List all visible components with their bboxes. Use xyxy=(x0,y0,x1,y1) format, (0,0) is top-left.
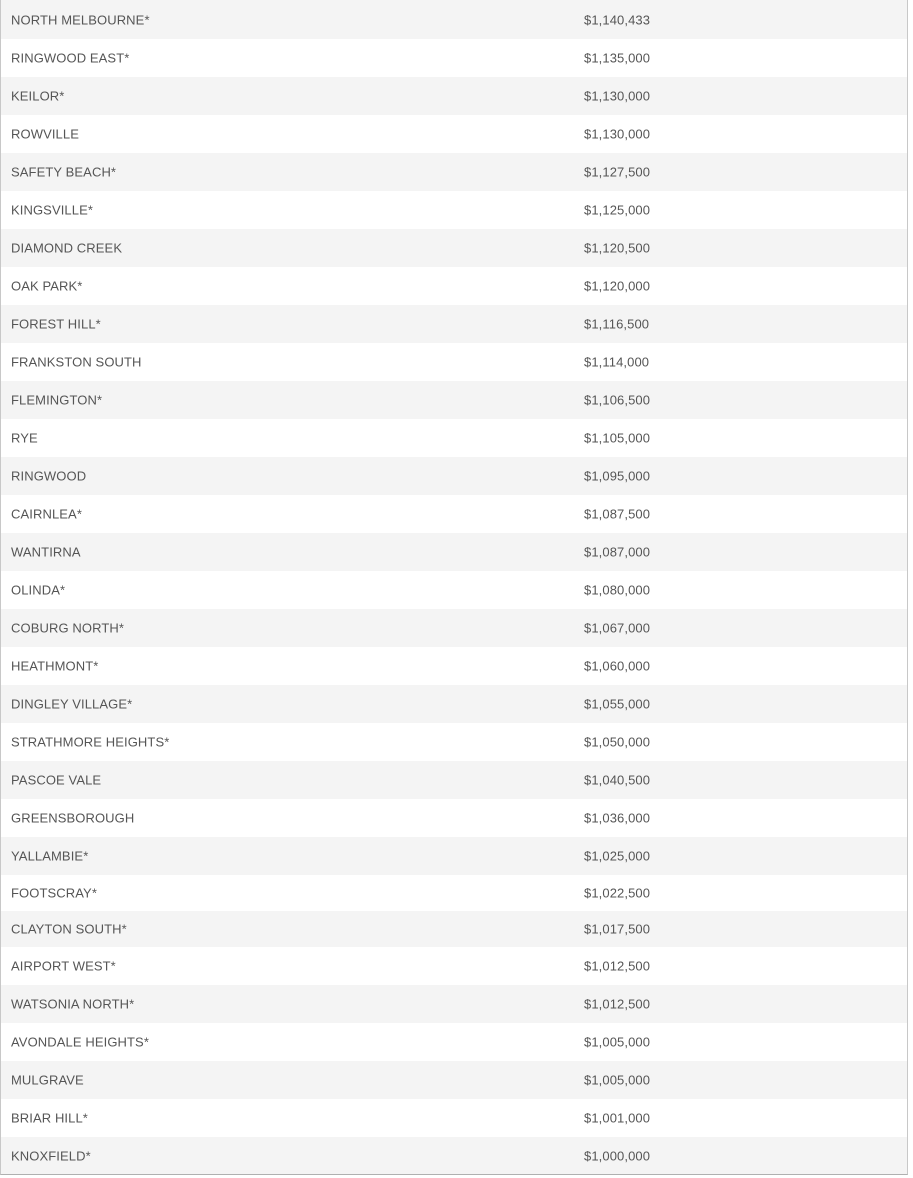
suburb-name: STRATHMORE HEIGHTS* xyxy=(11,734,170,750)
median-price: $1,116,500 xyxy=(584,316,650,332)
median-price: $1,040,500 xyxy=(584,772,651,788)
table-row xyxy=(1,837,907,875)
suburb-name: RYE xyxy=(11,430,38,446)
table-row xyxy=(1,343,907,381)
table-row xyxy=(1,947,907,985)
suburb-name: FRANKSTON SOUTH xyxy=(11,354,142,370)
table-row xyxy=(1,457,907,495)
median-price: $1,012,500 xyxy=(584,996,651,1012)
median-price: $1,025,000 xyxy=(584,848,651,864)
suburb-name: FOOTSCRAY* xyxy=(11,885,97,901)
table-row xyxy=(1,911,907,947)
table-row xyxy=(1,985,907,1023)
suburb-name: WATSONIA NORTH* xyxy=(11,996,135,1012)
median-price: $1,022,500 xyxy=(584,885,651,901)
table-row xyxy=(1,761,907,799)
median-price: $1,087,500 xyxy=(584,506,651,522)
suburb-name: BRIAR HILL* xyxy=(11,1110,88,1126)
median-price: $1,130,000 xyxy=(584,88,651,104)
suburb-name: AVONDALE HEIGHTS* xyxy=(11,1034,149,1050)
suburb-name: COBURG NORTH* xyxy=(11,620,125,636)
median-price: $1,017,500 xyxy=(584,921,651,937)
table-row xyxy=(1,647,907,685)
table-row xyxy=(1,1137,907,1174)
median-price: $1,140,433 xyxy=(584,12,651,27)
suburb-name: ROWVILLE xyxy=(11,126,79,142)
median-price: $1,125,000 xyxy=(584,202,651,218)
table-row xyxy=(1,77,907,115)
suburb-name: DIAMOND CREEK xyxy=(11,240,123,256)
median-price: $1,005,000 xyxy=(584,1034,651,1050)
median-price: $1,080,000 xyxy=(584,582,651,598)
table-row xyxy=(1,1061,907,1099)
suburb-name: AIRPORT WEST* xyxy=(11,958,116,974)
table-row xyxy=(1,799,907,837)
table-row xyxy=(1,115,907,153)
suburb-name: MULGRAVE xyxy=(11,1072,84,1088)
median-price: $1,055,000 xyxy=(584,696,651,712)
suburb-name: OAK PARK* xyxy=(11,278,83,294)
suburb-name: KINGSVILLE* xyxy=(11,202,94,218)
table-row xyxy=(1,875,907,911)
table-row xyxy=(1,305,907,343)
suburb-name: DINGLEY VILLAGE* xyxy=(11,696,133,712)
table-row xyxy=(1,495,907,533)
suburb-name: NORTH MELBOURNE* xyxy=(11,12,150,27)
suburb-name: WANTIRNA xyxy=(11,544,81,560)
suburb-name: CAIRNLEA* xyxy=(11,506,82,522)
median-price: $1,005,000 xyxy=(584,1072,651,1088)
suburb-name: KNOXFIELD* xyxy=(11,1148,91,1163)
table-row xyxy=(1,1023,907,1061)
median-price: $1,106,500 xyxy=(584,392,651,408)
suburb-name: RINGWOOD EAST* xyxy=(11,50,130,66)
suburb-name: GREENSBOROUGH xyxy=(11,810,135,826)
table-row xyxy=(1,723,907,761)
suburb-name: RINGWOOD xyxy=(11,468,87,484)
median-price: $1,001,000 xyxy=(584,1110,651,1126)
median-price: $1,130,000 xyxy=(584,126,651,142)
median-price: $1,127,500 xyxy=(584,164,651,180)
table-row xyxy=(1,1099,907,1137)
median-price: $1,114,000 xyxy=(584,354,650,370)
median-price: $1,095,000 xyxy=(584,468,651,484)
suburb-name: SAFETY BEACH* xyxy=(11,164,117,180)
table-row xyxy=(1,39,907,77)
suburb-name: PASCOE VALE xyxy=(11,772,102,788)
table-row xyxy=(1,685,907,723)
median-price: $1,087,000 xyxy=(584,544,651,560)
median-price: $1,067,000 xyxy=(584,620,651,636)
suburb-name: HEATHMONT* xyxy=(11,658,99,674)
median-price: $1,120,500 xyxy=(584,240,651,256)
table-row xyxy=(1,571,907,609)
median-price: $1,105,000 xyxy=(584,430,651,446)
median-price: $1,000,000 xyxy=(584,1148,651,1163)
table-row xyxy=(1,419,907,457)
median-price: $1,135,000 xyxy=(584,50,651,66)
suburb-name: OLINDA* xyxy=(11,582,66,598)
table-row xyxy=(1,533,907,571)
suburb-name: KEILOR* xyxy=(11,88,65,104)
median-price: $1,050,000 xyxy=(584,734,651,750)
median-price: $1,120,000 xyxy=(584,278,651,294)
table-row xyxy=(1,609,907,647)
table-row xyxy=(1,153,907,191)
median-price: $1,060,000 xyxy=(584,658,651,674)
table-row xyxy=(1,0,907,39)
median-price: $1,012,500 xyxy=(584,958,651,974)
suburb-name: FLEMINGTON* xyxy=(11,392,103,408)
suburb-name: YALLAMBIE* xyxy=(11,848,89,864)
suburb-name: CLAYTON SOUTH* xyxy=(11,921,127,937)
table-row xyxy=(1,229,907,267)
table-row xyxy=(1,381,907,419)
median-price: $1,036,000 xyxy=(584,810,651,826)
suburb-name: FOREST HILL* xyxy=(11,316,101,332)
table-row xyxy=(1,191,907,229)
table-row xyxy=(1,267,907,305)
